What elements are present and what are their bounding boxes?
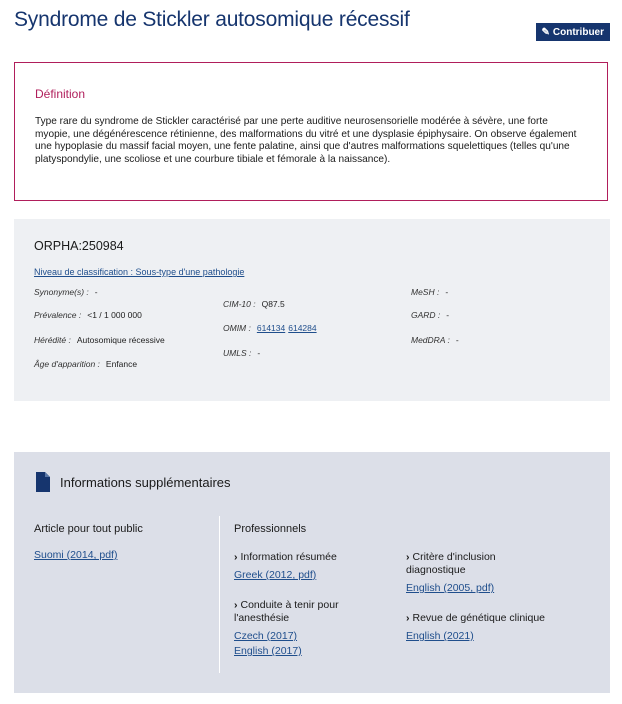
anesthesia-link-czech[interactable]: Czech (2017) xyxy=(234,630,298,642)
chevron-right-icon: › xyxy=(234,551,238,563)
classification-link[interactable]: Niveau de classification : Sous-type d'une pathologie xyxy=(34,267,245,277)
additional-info-title: Informations supplémentaires xyxy=(60,475,231,490)
mesh-field: MeSH : - xyxy=(411,287,449,297)
document-icon xyxy=(36,472,50,497)
definition-text: Type rare du syndrome de Stickler caractérisé par une perte auditive neurosensorielle modérée à sévère, une forte myopie, une dégénérescence rétinienne, des malformations du vitré et une dysplasie épiphysaire. On observe également une hypoplasie du massif facial moyen, une fente palatine, ainsi que d'autres malformations squelettiques (telles qu'une platyspondylie, une scoliose et une courbure tibiale et fémorale à la naissance). xyxy=(35,116,577,165)
chevron-right-icon: › xyxy=(234,599,238,611)
synonyms-field: Synonyme(s) : - xyxy=(34,287,98,297)
definition-box xyxy=(14,62,608,201)
summary-info-link[interactable]: Greek (2012, pdf) xyxy=(234,569,317,581)
genetic-review-link[interactable]: English (2021) xyxy=(406,630,474,642)
professionals-heading: Professionnels xyxy=(234,523,307,535)
contribute-label: Contribuer xyxy=(552,26,604,38)
anesthesia-link-english[interactable]: English (2017) xyxy=(234,645,302,657)
onset-age-field: Âge d'apparition : Enfance xyxy=(34,359,138,369)
chevron-right-icon: › xyxy=(406,612,410,624)
diagnostic-criteria-title: › Critère d'inclusion diagnostique xyxy=(406,551,496,576)
orpha-code: ORPHA:250984 xyxy=(34,239,124,253)
disease-info-panel xyxy=(14,219,610,401)
gard-field: GARD : - xyxy=(411,310,450,320)
chevron-right-icon: › xyxy=(406,551,410,563)
umls-field: UMLS : - xyxy=(223,348,261,358)
public-article-link[interactable]: Suomi (2014, pdf) xyxy=(34,549,118,561)
public-articles-heading: Article pour tout public xyxy=(34,523,143,535)
cim10-field: CIM-10 : Q87.5 xyxy=(223,299,285,309)
column-divider xyxy=(219,516,220,673)
meddra-field: MedDRA : - xyxy=(411,335,459,345)
contribute-button[interactable] xyxy=(536,23,611,41)
additional-info-panel xyxy=(14,452,610,693)
genetic-review-title: › Revue de génétique clinique xyxy=(406,612,546,624)
anesthesia-title: › Conduite à tenir pour l'anesthésie xyxy=(234,599,339,624)
page-title: Syndrome de Stickler autosomique récessif xyxy=(14,8,410,31)
omim-field: OMIM : 614134 614284 xyxy=(223,323,317,333)
omim-link[interactable]: 614134 xyxy=(256,323,286,333)
prevalence-field: Prévalence : <1 / 1 000 000 xyxy=(34,310,142,320)
heredity-field: Hérédité : Autosomique récessive xyxy=(34,335,165,345)
omim-link[interactable]: 614284 xyxy=(288,323,317,333)
definition-heading: Définition xyxy=(35,87,86,101)
diagnostic-criteria-link[interactable]: English (2005, pdf) xyxy=(406,582,495,594)
summary-info-title: › Information résumée xyxy=(234,551,337,563)
pencil-icon: ✎ xyxy=(541,26,550,38)
